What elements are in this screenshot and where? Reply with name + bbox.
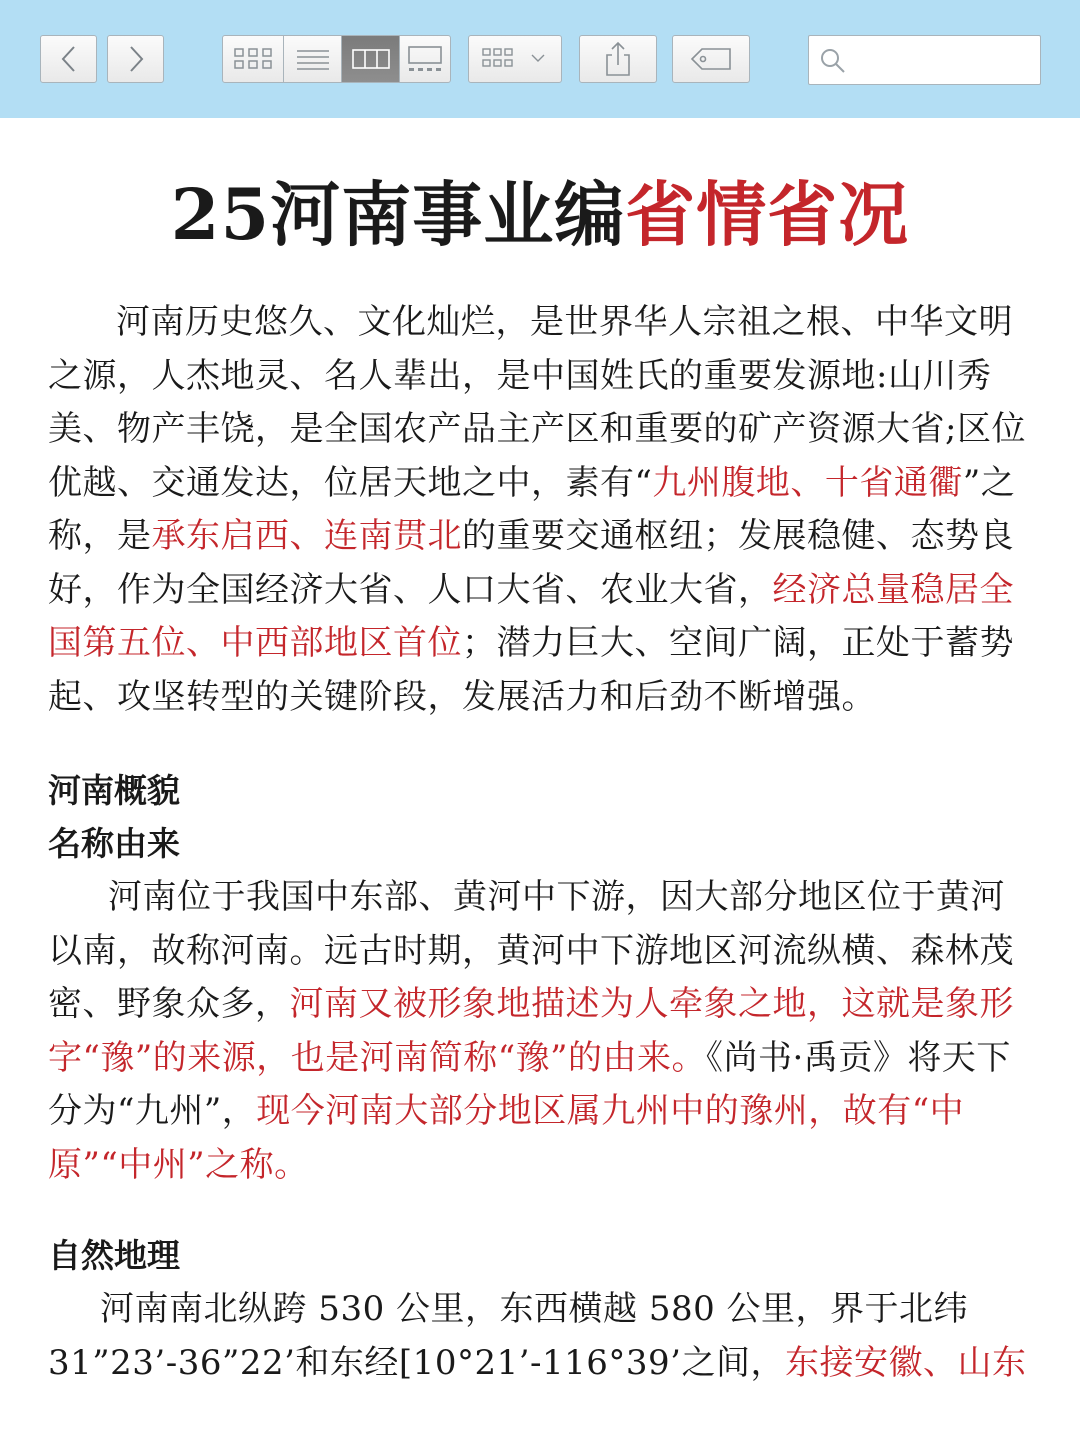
list-view-icon (296, 47, 330, 71)
geography-paragraph (48, 1283, 1038, 1390)
document-page (0, 118, 1080, 1443)
icon-view-icon (233, 46, 273, 72)
name-origin-paragraph (48, 871, 1038, 1192)
chevron-left-icon (59, 44, 79, 74)
highlight-text: 九州腹地、十省通衢 (652, 462, 963, 503)
section-heading-geography: 自然地理 (48, 1236, 180, 1275)
list-view-button[interactable] (283, 35, 342, 83)
body-text: 的重要交通枢纽；发展稳健、态势良好，作为全国经济大省、人口大省、农业大省， (48, 516, 1014, 610)
title-black: 25河南事业编 (170, 173, 626, 256)
share-button[interactable] (579, 35, 657, 83)
tag-icon (690, 46, 732, 72)
search-input[interactable] (857, 44, 1031, 76)
chevron-right-icon (126, 44, 146, 74)
column-view-button[interactable] (341, 35, 400, 83)
highlight-text: 东接安徽、山东 (784, 1342, 1027, 1383)
highlight-text: 经济总量稳居全国第五位、中西部地区首位 (48, 569, 1014, 663)
section-heading-overview: 河南概貌 (48, 771, 180, 810)
body-text: 河南历史悠久、文化灿烂，是世界华人宗祖之根、中华文明之源，人杰地灵、名人辈出，是中国姓氏的重要发源地:山川秀美、物产丰饶，是全国农产品主产区和重要的矿产资源大省;区位优越、交通发达，位居天地之中，素有“ (48, 302, 1026, 503)
intro-paragraph (48, 296, 1038, 724)
icon-view-button[interactable] (222, 35, 284, 83)
section-heading-name-origin: 名称由来 (48, 824, 180, 863)
body-text: 《尚书·禹贡》将天下分为“九州”， (48, 1037, 1011, 1131)
body-text: ”之称，是 (48, 462, 1016, 556)
search-field[interactable] (808, 35, 1041, 85)
title-red: 省情省况 (625, 173, 910, 256)
highlight-text: 河南又被形象地描述为人牵象之地，这就是象形字“豫”的来源，也是河南简称“豫”的由来。 (48, 984, 1014, 1078)
highlight-text: 承东启西、连南贯北 (151, 516, 462, 556)
share-icon (603, 41, 633, 77)
tag-button[interactable] (672, 35, 750, 83)
column-view-icon (352, 48, 390, 70)
toolbar (0, 0, 1080, 118)
search-icon (819, 47, 847, 75)
gallery-view-button[interactable] (399, 35, 451, 83)
highlight-text: 现今河南大部分地区属九州中的豫州，故有“中原”“中州”之称。 (48, 1091, 965, 1185)
body-text: ；潜力巨大、空间广阔，正处于蓄势起、攻坚转型的关键阶段，发展活力和后劲不断增强。 (48, 623, 1014, 717)
forward-button[interactable] (107, 35, 164, 83)
back-button[interactable] (40, 35, 97, 83)
group-by-button[interactable] (468, 35, 562, 83)
body-text: 河南位于我国中东部、黄河中下游，因大部分地区位于黄河以南，故称河南。远古时期，黄河中下游地区河流纵横、森林茂密、野象众多， (48, 877, 1014, 1024)
body-text: 河南南北纵跨 530 公里，东西横越 580 公里，界于北纬 31”23’-36”22’和东经[10°21’-116°39’之间， (48, 1289, 969, 1383)
page-title (0, 173, 1080, 257)
gallery-view-icon (406, 45, 444, 73)
group-by-icon (480, 46, 550, 72)
